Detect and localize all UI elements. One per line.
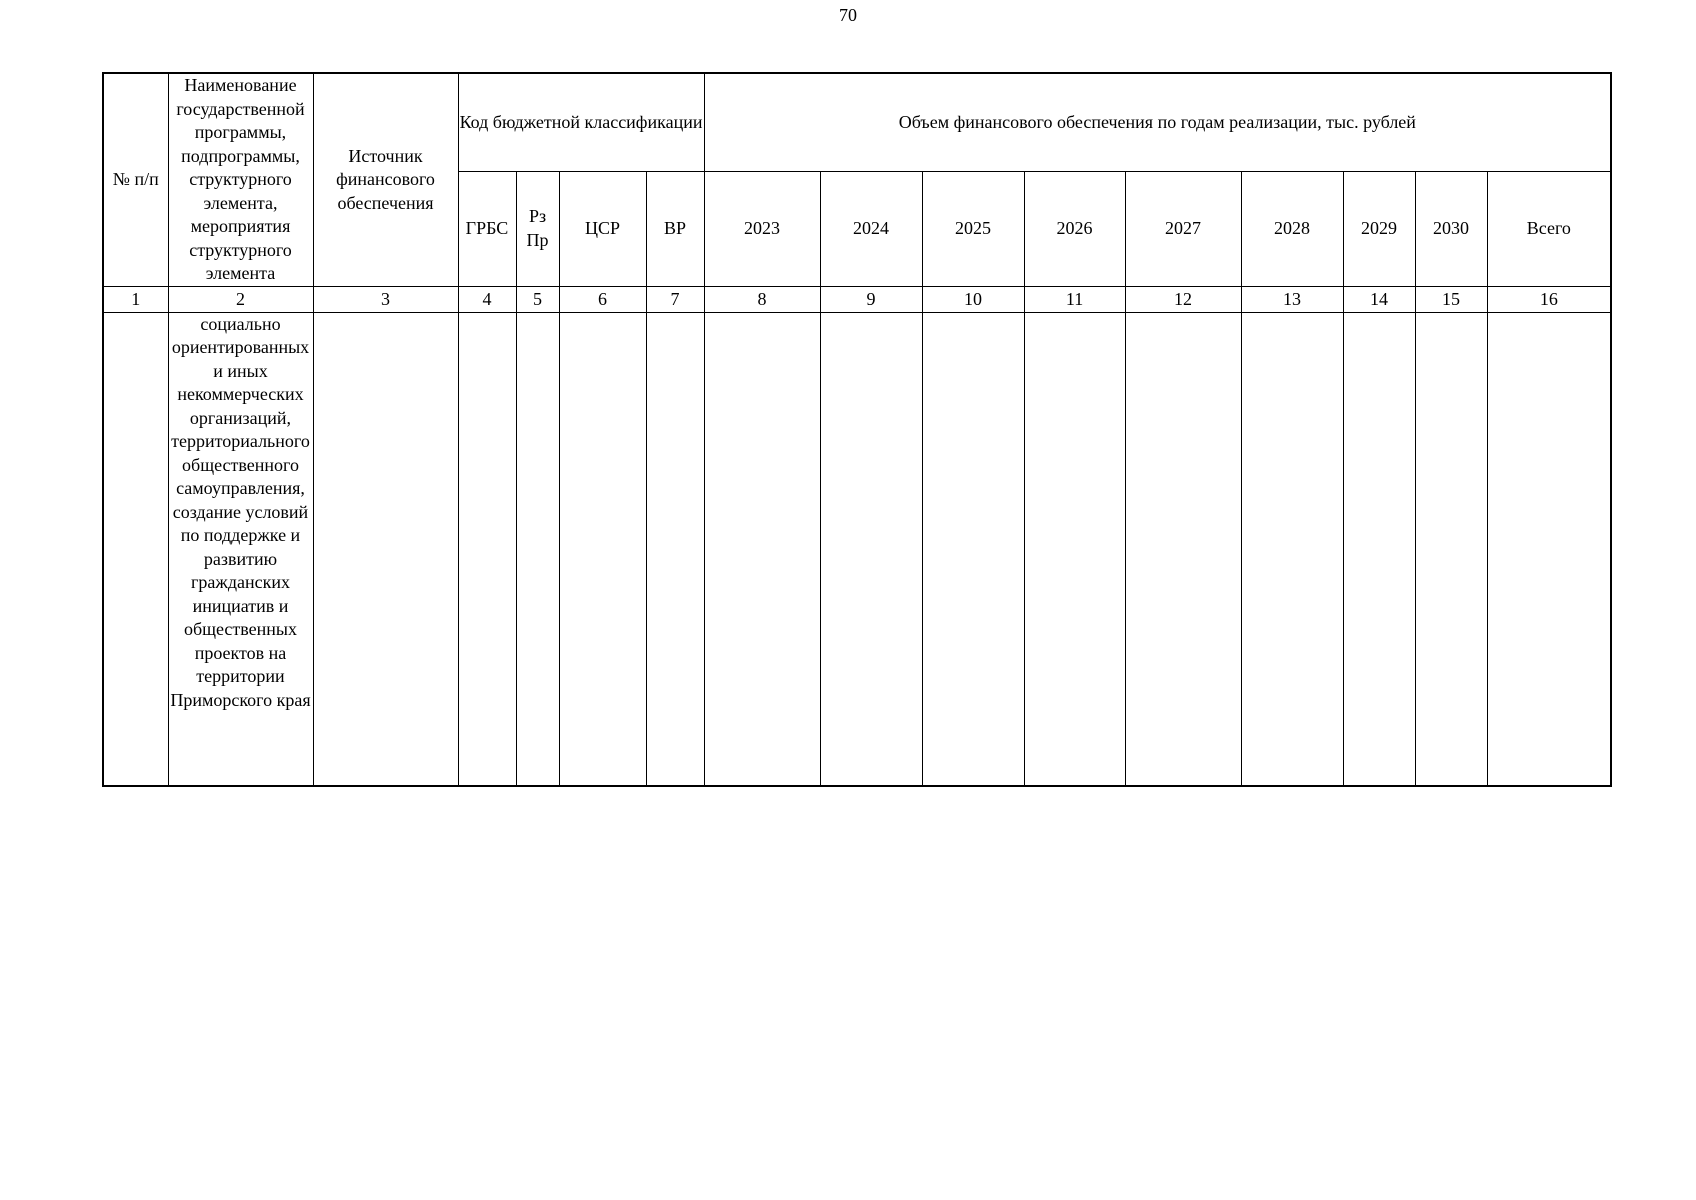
column-number: 6 xyxy=(559,286,646,312)
cell-grbs xyxy=(458,312,516,786)
cell-2030 xyxy=(1415,312,1487,786)
column-number: 16 xyxy=(1487,286,1611,312)
col-header-year-2028: 2028 xyxy=(1241,172,1343,286)
cell-source xyxy=(313,312,458,786)
col-header-volume-group: Объем финансового обеспечения по годам реализации, тыс. рублей xyxy=(704,73,1611,172)
cell-name-text: социально ориентированных и иных некоммерческих организаций, территориального общественного самоуправления, создание условий по поддержке и развитию гражданских инициатив и общественных проектов на территории Приморского края xyxy=(170,313,311,710)
cell-2028 xyxy=(1241,312,1343,786)
budget-table xyxy=(102,72,1612,787)
col-header-year-2024: 2024 xyxy=(820,172,922,286)
column-number: 9 xyxy=(820,286,922,312)
column-number: 3 xyxy=(313,286,458,312)
column-number: 10 xyxy=(922,286,1024,312)
column-number: 15 xyxy=(1415,286,1487,312)
col-header-source: Источник финансового обеспечения xyxy=(313,73,458,286)
cell-vr xyxy=(646,312,704,786)
cell-2024 xyxy=(820,312,922,786)
column-number: 1 xyxy=(103,286,168,312)
cell-2029 xyxy=(1343,312,1415,786)
column-number: 13 xyxy=(1241,286,1343,312)
col-header-num: № п/п xyxy=(103,73,168,286)
col-header-rzpr: Рз Пр xyxy=(516,172,559,286)
col-header-year-2030: 2030 xyxy=(1415,172,1487,286)
column-number: 12 xyxy=(1125,286,1241,312)
col-header-year-2027: 2027 xyxy=(1125,172,1241,286)
page-number: 70 xyxy=(839,5,857,25)
cell-rzpr xyxy=(516,312,559,786)
col-header-budget-code-group: Код бюджетной классификации xyxy=(458,73,704,172)
col-header-name: Наименование государственной программы, подпрограммы, структурного элемента, мероприятия структурного элемента xyxy=(168,73,313,286)
column-number: 4 xyxy=(458,286,516,312)
column-number-row xyxy=(103,286,1611,312)
col-header-year-2023: 2023 xyxy=(704,172,820,286)
cell-2025 xyxy=(922,312,1024,786)
column-number: 2 xyxy=(168,286,313,312)
cell-num xyxy=(103,312,168,786)
col-header-grbs: ГРБС xyxy=(458,172,516,286)
col-header-year-2025: 2025 xyxy=(922,172,1024,286)
table-row xyxy=(103,312,1611,786)
cell-2026 xyxy=(1024,312,1125,786)
cell-csr xyxy=(559,312,646,786)
cell-name xyxy=(168,312,313,786)
column-number: 7 xyxy=(646,286,704,312)
column-number: 14 xyxy=(1343,286,1415,312)
column-number: 8 xyxy=(704,286,820,312)
header-row-1 xyxy=(103,73,1611,172)
col-header-vr: ВР xyxy=(646,172,704,286)
col-header-total: Всего xyxy=(1487,172,1611,286)
col-header-csr: ЦСР xyxy=(559,172,646,286)
column-number: 11 xyxy=(1024,286,1125,312)
col-header-year-2029: 2029 xyxy=(1343,172,1415,286)
cell-2023 xyxy=(704,312,820,786)
column-number: 5 xyxy=(516,286,559,312)
col-header-year-2026: 2026 xyxy=(1024,172,1125,286)
cell-2027 xyxy=(1125,312,1241,786)
cell-total xyxy=(1487,312,1611,786)
